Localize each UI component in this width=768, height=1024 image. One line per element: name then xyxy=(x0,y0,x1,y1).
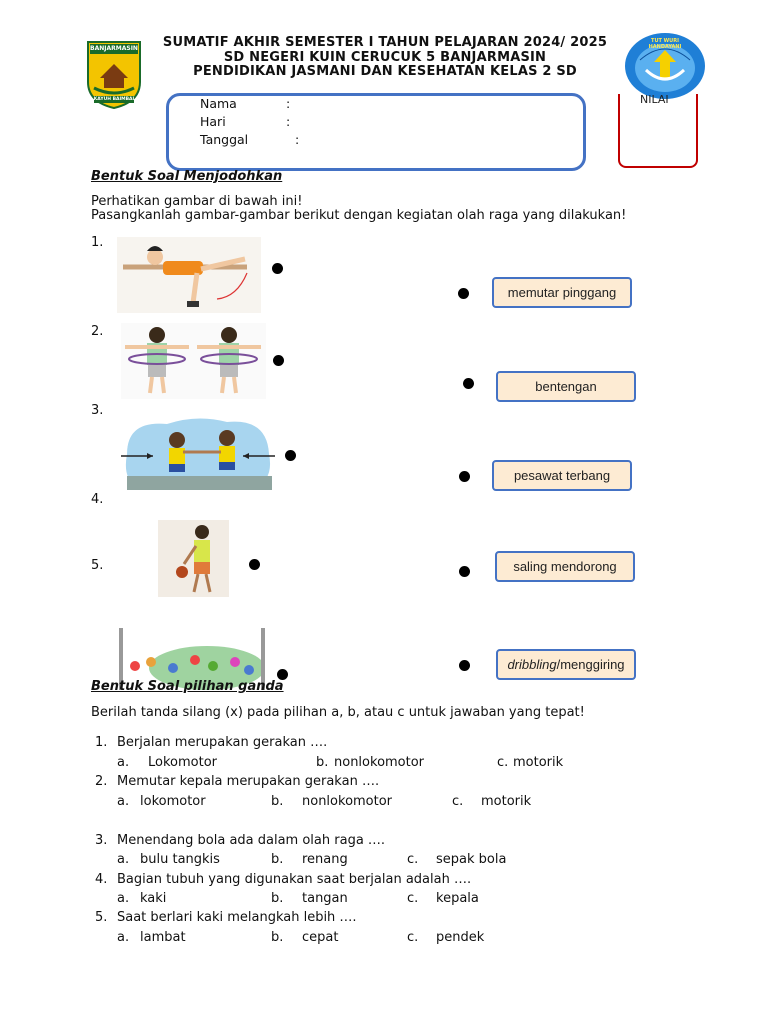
hari-label: Hari xyxy=(200,114,226,129)
logo-bottom-text: KAYUH BAIMBAI xyxy=(93,97,135,102)
option-saling-mendorong[interactable] xyxy=(495,551,635,582)
match-dot-right-5[interactable] xyxy=(459,660,470,671)
q4-answer-b[interactable]: tangan xyxy=(302,891,348,906)
tanggal-label: Tanggal xyxy=(200,132,249,147)
option-italic-label: dribbling xyxy=(507,657,557,672)
item-number-2: 2. xyxy=(91,324,104,339)
picture-hip-rotation xyxy=(121,323,266,399)
logo-top-text: BANJARMASIN xyxy=(90,45,138,52)
tanggal-row xyxy=(200,132,299,147)
question-text: Berjalan merupakan gerakan …. xyxy=(117,735,328,750)
option-label: menggiring xyxy=(560,657,625,672)
q2-answer-a[interactable]: lokomotor xyxy=(140,794,206,809)
question-text: Bagian tubuh yang digunakan saat berjalan adalah …. xyxy=(117,872,472,887)
q4-letter-a: a. xyxy=(117,891,130,906)
q5-answer-a[interactable]: lambat xyxy=(140,930,186,945)
match-dot-right-2[interactable] xyxy=(463,378,474,389)
matching-instruction-2: Pasangkanlah gambar-gambar berikut dengan kegiatan olah raga yang dilakukan! xyxy=(91,208,627,223)
match-dot-right-1[interactable] xyxy=(458,288,469,299)
q3-answer-b[interactable]: renang xyxy=(302,852,348,867)
q5-answer-c[interactable]: pendek xyxy=(436,930,485,945)
question-number: 5. xyxy=(95,910,108,925)
tanggal-colon: : xyxy=(295,132,300,147)
match-dot-right-4[interactable] xyxy=(459,566,470,577)
match-dot-left-3[interactable] xyxy=(285,450,296,461)
match-dot-left-1[interactable] xyxy=(272,263,283,274)
q4-letter-c: c. xyxy=(407,891,419,906)
hari-row xyxy=(200,114,290,129)
q4-answer-c[interactable]: kepala xyxy=(436,891,479,906)
q1-answer-b[interactable]: nonlokomotor xyxy=(334,755,425,770)
item-number-3: 3. xyxy=(91,403,104,418)
header-title-line-3: PENDIDIKAN JASMANI DAN KESEHATAN KELAS 2 SD xyxy=(193,64,577,79)
q1-letter-b: b. xyxy=(316,755,329,770)
logo-right-text: TUT WURI HANDAYANI xyxy=(648,38,682,50)
q2-answer-b[interactable]: nonlokomotor xyxy=(302,794,393,809)
option-label: bentengan xyxy=(535,379,597,394)
q3-letter-a: a. xyxy=(117,852,130,867)
option-pesawat-terbang[interactable] xyxy=(492,460,632,491)
nama-label: Nama xyxy=(200,96,237,111)
q5-letter-a: a. xyxy=(117,930,130,945)
q4-answer-a[interactable]: kaki xyxy=(140,891,167,906)
item-number-5: 5. xyxy=(91,558,104,573)
q5-answer-b[interactable]: cepat xyxy=(302,930,339,945)
q3-letter-b: b. xyxy=(271,852,284,867)
q1-answer-c[interactable]: motorik xyxy=(513,755,564,770)
nama-row xyxy=(200,96,290,111)
q5-letter-b: b. xyxy=(271,930,284,945)
matching-instruction-1: Perhatikan gambar di bawah ini! xyxy=(91,194,303,209)
q1-letter-c: c. xyxy=(497,755,509,770)
multiple-choice-instruction: Berilah tanda silang (x) pada pilihan a, b, atau c untuk jawaban yang tepat! xyxy=(91,705,585,720)
item-number-1: 1. xyxy=(91,235,104,250)
question-text: Memutar kepala merupakan gerakan …. xyxy=(117,774,380,789)
q5-letter-c: c. xyxy=(407,930,419,945)
question-text: Saat berlari kaki melangkah lebih …. xyxy=(117,910,357,925)
header-title-line-1: SUMATIF AKHIR SEMESTER I TAHUN PELAJARAN 2024/ 2025 xyxy=(162,35,608,50)
option-dribbling[interactable] xyxy=(496,649,636,680)
question-number: 3. xyxy=(95,833,108,848)
q2-letter-a: a. xyxy=(117,794,130,809)
q1-letter-a: a. xyxy=(117,755,130,770)
option-memutar-pinggang[interactable] xyxy=(492,277,632,308)
match-dot-right-3[interactable] xyxy=(459,471,470,482)
q3-answer-c[interactable]: sepak bola xyxy=(436,852,507,867)
picture-pushing-each-other xyxy=(117,414,278,504)
option-label: pesawat terbang xyxy=(513,468,611,483)
question-number: 1. xyxy=(95,735,108,750)
section-multiple-choice-title: Bentuk Soal pilihan ganda xyxy=(91,679,284,694)
q3-letter-c: c. xyxy=(407,852,419,867)
item-number-4: 4. xyxy=(91,492,104,507)
option-bentengan[interactable] xyxy=(496,371,636,402)
q2-letter-b: b. xyxy=(271,794,284,809)
question-text: Menendang bola ada dalam olah raga …. xyxy=(117,833,386,848)
q2-letter-c: c. xyxy=(452,794,464,809)
tut-wuri-handayani-logo xyxy=(624,32,706,100)
option-label: saling mendorong xyxy=(513,559,617,574)
q1-answer-a[interactable]: Lokomotor xyxy=(148,755,217,770)
q2-answer-c[interactable]: motorik xyxy=(481,794,532,809)
option-slash: / xyxy=(556,657,561,672)
picture-airplane-pose xyxy=(117,237,261,313)
picture-dribbling xyxy=(158,520,229,597)
option-label: memutar pinggang xyxy=(507,285,617,300)
nama-colon: : xyxy=(286,96,291,111)
question-number: 2. xyxy=(95,774,108,789)
nilai-label: NILAI xyxy=(640,93,669,106)
hari-colon: : xyxy=(286,114,291,129)
section-matching-title: Bentuk Soal Menjodohkan xyxy=(91,169,283,184)
header-title-line-2: SD NEGERI KUIN CERUCUK 5 BANJARMASIN xyxy=(223,50,547,65)
match-dot-left-4[interactable] xyxy=(249,559,260,570)
q4-letter-b: b. xyxy=(271,891,284,906)
q3-answer-a[interactable]: bulu tangkis xyxy=(140,852,220,867)
match-dot-left-2[interactable] xyxy=(273,355,284,366)
question-number: 4. xyxy=(95,872,108,887)
